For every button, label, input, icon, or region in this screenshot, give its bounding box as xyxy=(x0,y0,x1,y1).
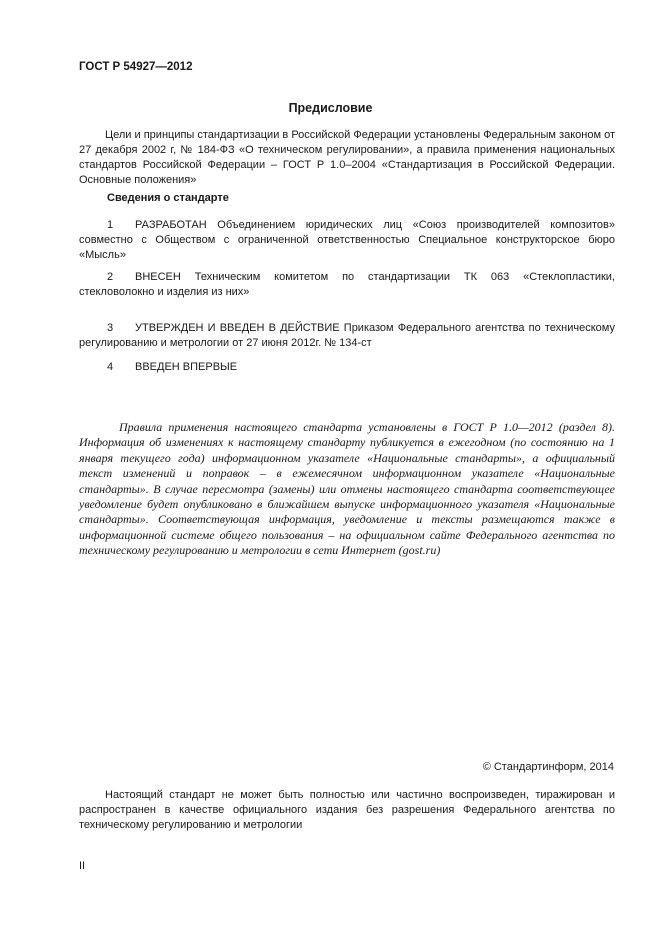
page-title: Предисловие xyxy=(288,101,373,115)
item-text: УТВЕРЖДЕН И ВВЕДЕН В ДЕЙСТВИЕ Приказом Федерального агентства по техническому регулированию и метрологии от 27 июня 2012г. № 134-ст xyxy=(79,322,615,349)
document-header: ГОСТ Р 54927—2012 xyxy=(79,61,193,73)
page-number: II xyxy=(79,860,86,872)
item-text: ВНЕСЕН Техническим комитетом по стандартизации ТК 063 «Стеклопластики, стекловолокно и изделия из них» xyxy=(79,271,615,298)
list-item xyxy=(79,218,615,263)
copyright: © Стандартинформ, 2014 xyxy=(482,761,614,773)
item-number: 2 xyxy=(107,271,114,283)
item-number: 4 xyxy=(107,361,114,373)
item-text: ВВЕДЕН ВПЕРВЫЕ xyxy=(135,361,238,373)
list-item xyxy=(79,321,615,351)
intro-text: Цели и принципы стандартизации в Российской Федерации установлены Федеральным законом от 27 декабря 2002 г, № 184-ФЗ «О техническом регулировании», а правила применения национальных стандартов Российской Федерации – ГОСТ Р 1.0–2004 «Стандартизация в Российской Федерации. Основные положения» xyxy=(79,129,615,186)
reproduction-notice xyxy=(79,788,615,833)
reproduction-notice-text: Настоящий стандарт не может быть полностью или частично воспроизведен, тиражирован и распространен в качестве официального издания без разрешения Федерального агентства по техническому регулированию и метрологии xyxy=(79,789,615,831)
item-number: 1 xyxy=(107,219,114,231)
intro-paragraph xyxy=(79,128,615,188)
item-number: 3 xyxy=(107,322,114,334)
standard-info-heading: Сведения о стандарте xyxy=(107,192,229,204)
item-text: РАЗРАБОТАН Объединением юридических лиц «Союз производителей композитов» совместно с Обществом с ограниченной ответственностью Специальное конструкторское бюро «Мысль» xyxy=(79,219,615,261)
notice-block xyxy=(79,420,615,559)
list-item xyxy=(79,270,615,300)
notice-text: Правила применения настоящего стандарта установлены в ГОСТ Р 1.0—2012 (раздел 8). Информация об изменениях к настоящему стандарту публикуется в ежегодном (по состоянию на 1 января текущего года) информационном указателе «Национальные стандарты», а официальный текст изменений и поправок – в ежемесячном информационном указателе «Национальные стандарты». В случае пересмотра (замены) или отмены настоящего стандарта соответствующее уведомление будет опубликовано в ближайшем выпуске информационного указателя «Национальные стандарты». Соответствующая информация, уведомление и тексты размещаются также в информационной системе общего пользования – на официальном сайте Федерального агентства по техническому регулированию и метрологии в сети Интернет (gost.ru) xyxy=(79,420,615,558)
list-item xyxy=(79,360,615,375)
